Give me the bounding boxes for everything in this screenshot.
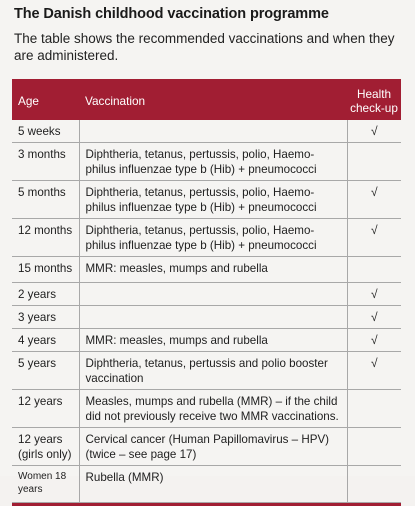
checkup-mark: √	[347, 219, 401, 257]
checkup-mark: √	[347, 283, 401, 306]
age-cell: 3 months	[12, 143, 79, 181]
age-cell: 5 years	[12, 352, 79, 390]
table-row	[12, 390, 401, 428]
vaccination-cell: Diphtheria, tetanus, pertussis, polio, Haemo-philus influenzae type b (Hib) + pneumococci	[79, 143, 347, 181]
checkup-mark: √	[347, 181, 401, 219]
vaccination-cell: Diphtheria, tetanus, pertussis, polio, Haemo-philus influenzae type b (Hib) + pneumococci	[79, 181, 347, 219]
vaccination-cell	[79, 306, 347, 329]
vaccination-table-container	[12, 79, 401, 506]
table-row	[12, 283, 401, 306]
age-cell: 15 months	[12, 257, 79, 283]
checkup-mark: √	[347, 306, 401, 329]
age-cell: 4 years	[12, 329, 79, 352]
age-cell: 2 years	[12, 283, 79, 306]
checkup-mark: √	[347, 120, 401, 143]
age-cell: 5 weeks	[12, 120, 79, 143]
table-row	[12, 352, 401, 390]
vaccination-cell: Measles, mumps and rubella (MMR) – if the child did not previously receive two MMR vaccinations.	[79, 390, 347, 428]
header-vaccination: Vaccination	[79, 82, 347, 120]
vaccination-table	[12, 82, 401, 503]
vaccination-cell: MMR: measles, mumps and rubella	[79, 329, 347, 352]
checkup-mark	[347, 143, 401, 181]
table-row	[12, 428, 401, 466]
vaccination-cell: MMR: measles, mumps and rubella	[79, 257, 347, 283]
age-cell: 3 years	[12, 306, 79, 329]
header-age: Age	[12, 82, 79, 120]
age-cell: 5 months	[12, 181, 79, 219]
vaccination-cell	[79, 283, 347, 306]
vaccination-cell: Diphtheria, tetanus, pertussis, polio, Haemo-philus influenzae type b (Hib) + pneumococci	[79, 219, 347, 257]
header-health-checkup: Health check-up	[347, 82, 401, 120]
page-title: The Danish childhood vaccination programme	[14, 6, 329, 22]
vaccination-cell: Diphtheria, tetanus, pertussis and polio booster vaccination	[79, 352, 347, 390]
table-row	[12, 306, 401, 329]
age-cell: Women 18 years	[12, 466, 79, 503]
checkup-mark	[347, 466, 401, 503]
table-row	[12, 181, 401, 219]
table-row	[12, 257, 401, 283]
checkup-mark	[347, 390, 401, 428]
table-row	[12, 120, 401, 143]
age-cell: 12 months	[12, 219, 79, 257]
vaccination-cell: Cervical cancer (Human Papillomavirus – HPV) (twice – see page 17)	[79, 428, 347, 466]
checkup-mark	[347, 257, 401, 283]
age-cell: 12 years	[12, 390, 79, 428]
table-row	[12, 143, 401, 181]
checkup-mark: √	[347, 352, 401, 390]
table-row	[12, 329, 401, 352]
vaccination-cell	[79, 120, 347, 143]
table-row	[12, 466, 401, 503]
page-subtitle: The table shows the recommended vaccinations and when they are administered.	[14, 31, 395, 63]
table-row	[12, 219, 401, 257]
checkup-mark: √	[347, 329, 401, 352]
table-header-row	[12, 82, 401, 120]
age-cell: 12 years (girls only)	[12, 428, 79, 466]
checkup-mark	[347, 428, 401, 466]
vaccination-cell: Rubella (MMR)	[79, 466, 347, 503]
